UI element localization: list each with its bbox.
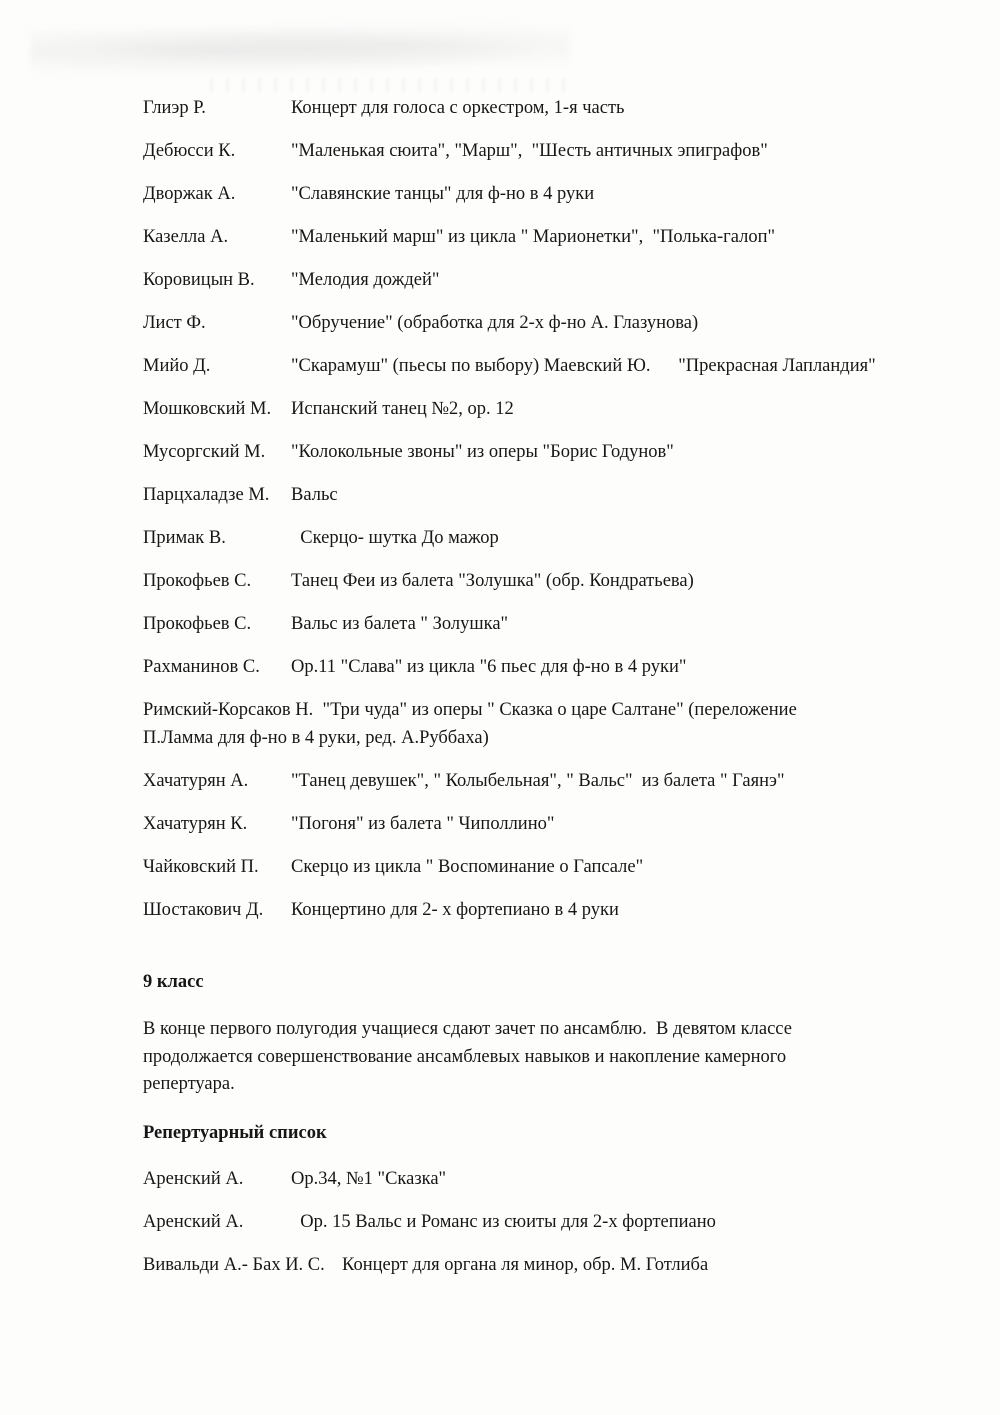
piece-title: Испанский танец №2, ор. 12 — [291, 399, 514, 419]
composer-name: Дворжак А. — [143, 184, 236, 204]
composer-name: Хачатурян К. — [143, 814, 248, 834]
repertoire-row — [143, 896, 935, 924]
piece-title: Концертино для 2- х фортепиано в 4 руки — [291, 900, 619, 920]
repertoire-row — [143, 137, 935, 165]
piece-title: Концерт для голоса с оркестром, 1-я часть — [291, 98, 625, 118]
piece-title: "Скарамуш" (пьесы по выбору) Маевский Ю. "Прекрасная Лапландия" — [291, 356, 876, 376]
piece-title: "Мелодия дождей" — [291, 270, 440, 290]
repertoire-row — [143, 180, 935, 208]
scan-bleedthrough-artifact — [210, 78, 570, 92]
composer-name: Казелла А. — [143, 227, 229, 247]
piece-title: Ор.34, №1 "Сказка" — [291, 1168, 447, 1189]
piece-title: "Три чуда" из оперы " Сказка о царе Салтане" (переложение П.Ламма для ф-но в 4 руки, ред. А.Руббаха) — [143, 700, 802, 748]
repertoire-row — [143, 610, 935, 638]
piece-title: Концерт для органа ля минор, обр. М. Готлиба — [332, 1254, 709, 1275]
repertoire-row — [143, 352, 935, 380]
repertoire-row — [143, 223, 935, 251]
repertoire-row — [143, 1251, 935, 1279]
repertoire-row — [143, 853, 935, 881]
scan-bleedthrough-artifact — [30, 22, 570, 74]
repertoire-row — [143, 1165, 935, 1193]
composer-name: Парцхаладзе М. — [143, 485, 270, 505]
piece-title: Вальс из балета " Золушка" — [291, 614, 509, 634]
repertoire-row — [143, 696, 865, 752]
composer-name: Мийо Д. — [143, 356, 211, 376]
piece-title: "Погоня" из балета " Чиполлино" — [291, 814, 555, 834]
piece-title: Скерцо- шутка До мажор — [291, 528, 499, 548]
piece-title: "Обручение" (обработка для 2-х ф-но А. Глазунова) — [291, 313, 699, 333]
composer-name: Хачатурян А. — [143, 771, 249, 791]
composer-name: Примак В. — [143, 528, 226, 548]
repertoire-row — [143, 524, 935, 552]
composer-name: Аренский А. — [143, 1168, 244, 1189]
repertoire-row — [143, 567, 935, 595]
piece-title: Вальс — [291, 485, 338, 505]
grade9-heading: 9 класс — [143, 972, 204, 992]
composer-name: Мусоргский М. — [143, 442, 266, 462]
composer-name: Глиэр Р. — [143, 98, 206, 118]
composer-name: Прокофьев С. — [143, 571, 252, 591]
repertoire-row — [143, 94, 935, 122]
page-content — [143, 94, 935, 1294]
repertoire-row — [143, 438, 935, 466]
repertoire-row — [143, 653, 935, 681]
piece-title: Ор.11 "Слава" из цикла "6 пьес для ф-но в 4 руки" — [291, 657, 687, 677]
repertoire-row — [143, 810, 935, 838]
grade9-intro-paragraph: В конце первого полугодия учащиеся сдают зачет по ансамблю. В девятом классе продолжается совершенствование ансамблевых навыков и накопление камерного репертуара. — [143, 1019, 797, 1094]
composer-name: Шостакович Д. — [143, 900, 264, 920]
composer-name: Чайковский П. — [143, 857, 259, 877]
composer-name: Аренский А. — [143, 1211, 244, 1232]
composer-name: Римский-Корсаков Н. — [143, 700, 314, 720]
grade8-repertoire-list — [143, 94, 935, 924]
repertoire-row — [143, 395, 935, 423]
piece-title: "Колокольные звоны" из оперы "Борис Годунов" — [291, 442, 674, 462]
composer-name: Прокофьев С. — [143, 614, 252, 634]
repertoire-row — [143, 266, 935, 294]
repertoire-row — [143, 309, 935, 337]
piece-title: "Танец девушек", " Колыбельная", " Вальс" из балета " Гаянэ" — [291, 771, 785, 791]
grade9-repertoire-list — [143, 1165, 935, 1279]
composer-name: Дебюсси К. — [143, 141, 236, 161]
composer-name: Вивальди А.- Бах И. С. — [143, 1254, 325, 1275]
piece-title: "Славянские танцы" для ф-но в 4 руки — [291, 184, 595, 204]
piece-title: Ор. 15 Вальс и Романс из сюиты для 2-х фортепиано — [291, 1211, 716, 1232]
repertoire-list-heading: Репертуарный список — [143, 1122, 327, 1143]
piece-title: "Маленький марш" из цикла " Марионетки", "Полька-галоп" — [291, 227, 776, 247]
repertoire-row — [143, 767, 935, 795]
composer-name: Коровицын В. — [143, 270, 255, 290]
repertoire-row — [143, 1208, 935, 1236]
composer-name: Мошковский М. — [143, 399, 272, 419]
composer-name: Лист Ф. — [143, 313, 206, 333]
piece-title: "Маленькая сюита", "Марш", "Шесть античных эпиграфов" — [291, 141, 768, 161]
composer-name: Рахманинов С. — [143, 657, 260, 677]
piece-title: Танец Феи из балета "Золушка" (обр. Кондратьева) — [291, 571, 694, 591]
piece-title: Скерцо из цикла " Воспоминание о Гапсале" — [291, 857, 644, 877]
repertoire-row — [143, 481, 935, 509]
